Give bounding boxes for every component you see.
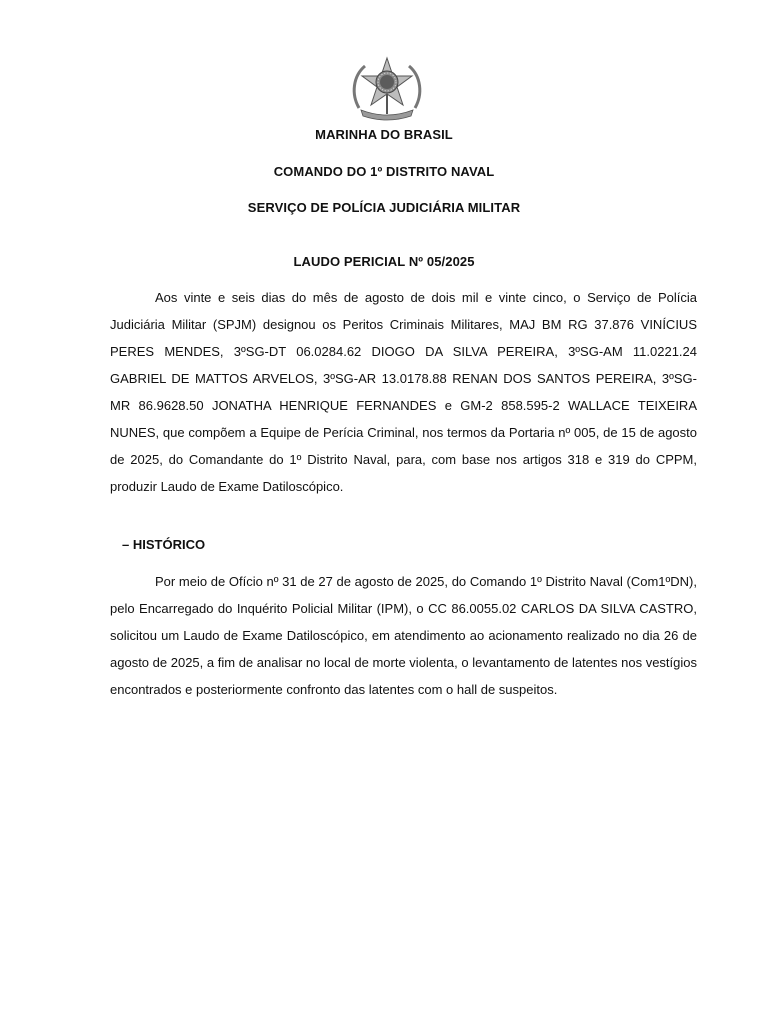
brazil-coat-of-arms-icon	[349, 56, 425, 124]
intro-paragraph: Aos vinte e seis dias do mês de agosto de dois mil e vinte cinco, o Serviço de Polícia Judiciária Militar (SPJM) designou os Peritos Criminais Militares, MAJ BM RG 37.876 VINÍCIUS PERES MENDES, 3ºSG-DT 06.0284.62 DIOGO DA SILVA PEREIRA, 3ºSG-AM 11.0221.24 GABRIEL DE MATTOS ARVELOS, 3ºSG-AR 13.0178.88 RENAN DOS SANTOS PEREIRA, 3ºSG-MR 86.9628.50 JONATHA HENRIQUE FERNANDES e GM-2 858.595-2 WALLACE TEIXEIRA NUNES, que compõem a Equipe de Perícia Criminal, nos termos da Portaria nº 005, de 15 de agosto de 2025, do Comandante do 1º Distrito Naval, para, com base nos artigos 318 e 319 do CPPM, produzir Laudo de Exame Datiloscópico.	[110, 290, 697, 494]
header-command: COMANDO DO 1º DISTRITO NAVAL	[273, 164, 495, 179]
section-title-historico: – HISTÓRICO	[122, 537, 206, 552]
historico-paragraph: Por meio de Ofício nº 31 de 27 de agosto de 2025, do Comando 1º Distrito Naval (Com1ºDN), pelo Encarregado do Inquérito Policial Militar (IPM), o CC 86.0055.02 CARLOS DA SILVA CASTRO, solicitou um Laudo de Exame Datiloscópico, em atendimento ao acionamento realizado no dia 26 de agosto de 2025, a fim de analisar no local de morte violenta, o levantamento de latentes nos vestígios encontrados e posteriormente confronto das latentes com o hall de suspeitos.	[110, 574, 697, 697]
document-title: LAUDO PERICIAL Nº 05/2025	[293, 254, 475, 269]
header-service: SERVIÇO DE POLÍCIA JUDICIÁRIA MILITAR	[247, 200, 521, 215]
header-institution: MARINHA DO BRASIL	[315, 127, 453, 142]
